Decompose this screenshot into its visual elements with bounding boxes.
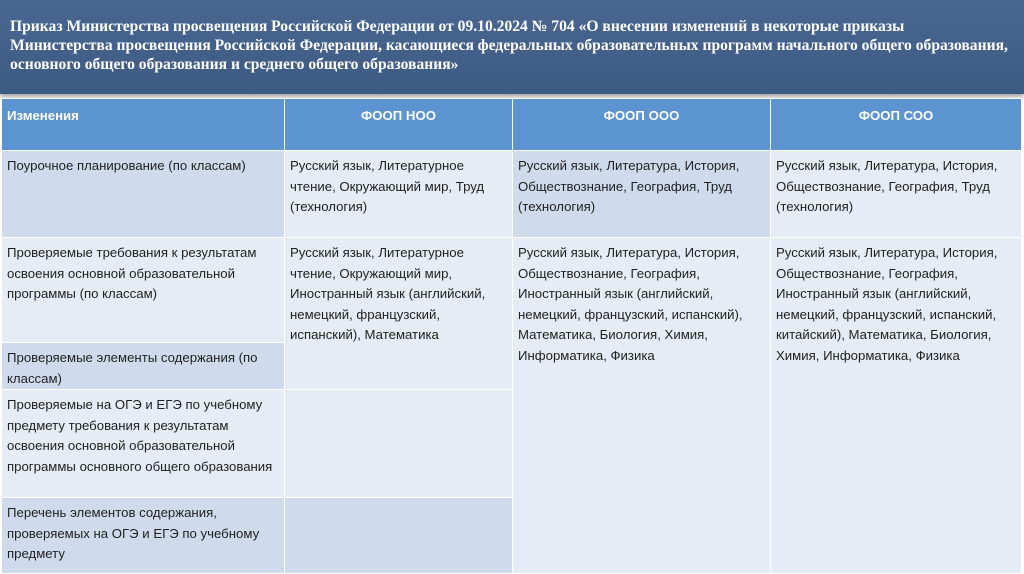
header-foop-ooo: ФООП ООО [513,99,771,151]
cell-ooo: Русский язык, Литература, История, Обществознание, География, Иностранный язык (английский, немецкий, французский, испанский), Математика, Биология, Химия, Информатика, Физика [513,238,771,574]
cell-soo: Русский язык, Литература, История, Обществознание, География, Труд (технология) [771,151,1022,238]
table-row [2,151,1022,238]
empty-cell [285,390,513,498]
header-foop-noo: ФООП НОО [285,99,513,151]
cell-noo: Русский язык, Литературное чтение, Окружающий мир, Иностранный язык (английский, немецкий, французский, испанский), Математика [285,238,513,390]
table-header-row [2,99,1022,151]
cell-soo: Русский язык, Литература, История, Обществознание, География, Иностранный язык (английский, немецкий, французский, испанский, китайский), Математика, Биология, Химия, Информатика, Физика [771,238,1022,574]
empty-cell [285,498,513,574]
cell-ooo: Русский язык, Литература, История, Обществознание, География, Труд (технология) [513,151,771,238]
header-foop-soo: ФООП СОО [771,99,1022,151]
row-label: Поурочное планирование (по классам) [2,151,285,238]
changes-table [1,98,1022,574]
cell-noo: Русский язык, Литературное чтение, Окружающий мир, Труд (технология) [285,151,513,238]
row-label: Проверяемые требования к результатам освоения основной образовательной программы (по классам) [2,238,285,343]
header-changes: Изменения [2,99,285,151]
row-label: Проверяемые элементы содержания (по классам) [2,343,285,390]
title-bar [0,0,1024,94]
row-label: Перечень элементов содержания, проверяемых на ОГЭ и ЕГЭ по учебному предмету [2,498,285,574]
table-row [2,238,1022,343]
row-label: Проверяемые на ОГЭ и ЕГЭ по учебному предмету требования к результатам освоения основной образовательной программы основного общего образования [2,390,285,498]
page-title: Приказ Министерства просвещения Российской Федерации от 09.10.2024 № 704 «О внесении изменений в некоторые приказы Министерства просвещения Российской Федерации, касающиеся федеральных образовательных программ начального общего образования, основного общего образования и среднего общего образования» [10,18,1008,73]
